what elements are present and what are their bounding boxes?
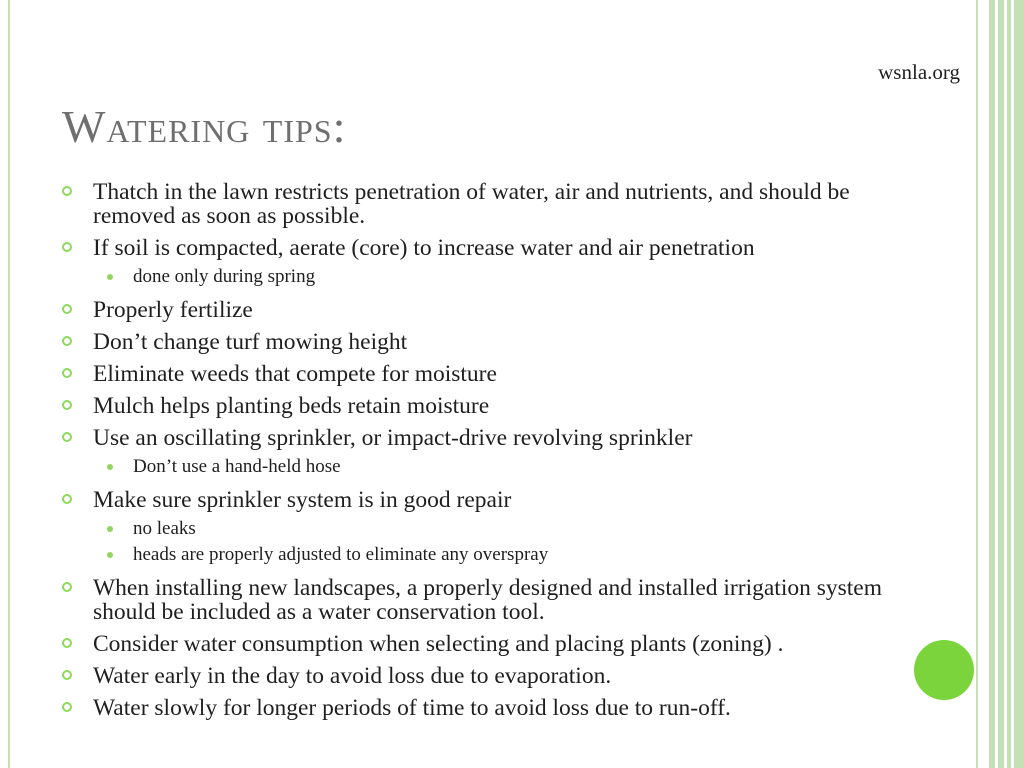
bullet-ring-icon [62, 670, 72, 680]
bullet-item [62, 664, 892, 688]
bullet-text: Eliminate weeds that compete for moisture [93, 361, 497, 387]
bullet-item [62, 696, 892, 720]
bullet-list [62, 180, 892, 728]
bullet-ring-icon [62, 186, 72, 196]
bullet-text: When installing new landscapes, a properly designed and installed irrigation system should be included as a water conservation tool. [93, 575, 883, 625]
decor-stripe [989, 0, 995, 768]
bullet-item [62, 426, 892, 480]
bullet-item [62, 488, 892, 568]
sub-bullet-text: heads are properly adjusted to eliminate any overspray [133, 544, 549, 565]
bullet-dot-icon [107, 464, 113, 470]
bullet-text: Consider water consumption when selecting and placing plants (zoning) . [93, 631, 784, 657]
site-url: wsnla.org [878, 60, 960, 84]
slide-title: Watering tips: [62, 101, 347, 152]
sub-bullet-list [93, 264, 892, 290]
bullet-text: Use an oscillating sprinkler, or impact-drive revolving sprinkler [93, 425, 693, 451]
decor-stripe [1014, 0, 1024, 768]
sub-bullet-text: done only during spring [133, 266, 316, 287]
sub-bullet-item [93, 264, 892, 290]
bullet-ring-icon [62, 638, 72, 648]
bullet-dot-icon [107, 526, 113, 532]
frame-right-line [976, 0, 978, 768]
sub-bullet-list [93, 454, 892, 480]
bullet-ring-icon [62, 702, 72, 712]
sub-bullet-text: no leaks [133, 518, 196, 539]
bullet-ring-icon [62, 336, 72, 346]
sub-bullet-item [93, 454, 892, 480]
bullet-text: If soil is compacted, aerate (core) to increase water and air penetration [93, 235, 755, 261]
bullet-item [62, 236, 892, 290]
bullet-ring-icon [62, 368, 72, 378]
bullet-item [62, 330, 892, 354]
bullet-text: Water early in the day to avoid loss due to evaporation. [93, 663, 612, 689]
bullet-item [62, 180, 892, 228]
decor-stripe [1007, 0, 1011, 768]
bullet-item [62, 362, 892, 386]
bullet-item [62, 632, 892, 656]
sub-bullet-list [93, 516, 892, 568]
bullet-ring-icon [62, 432, 72, 442]
decor-stripe [998, 0, 1004, 768]
bullet-text: Don’t change turf mowing height [93, 329, 408, 355]
bullet-ring-icon [62, 582, 72, 592]
bullet-ring-icon [62, 400, 72, 410]
bullet-ring-icon [62, 304, 72, 314]
bullet-text: Thatch in the lawn restricts penetration of water, air and nutrients, and should be removed as soon as possible. [93, 179, 850, 229]
accent-circle [914, 640, 974, 700]
sub-bullet-item [93, 516, 892, 542]
bullet-text: Make sure sprinkler system is in good repair [93, 487, 512, 513]
sub-bullet-text: Don’t use a hand-held hose [133, 456, 341, 477]
bullet-ring-icon [62, 242, 72, 252]
bullet-ring-icon [62, 494, 72, 504]
bullet-text: Mulch helps planting beds retain moisture [93, 393, 490, 419]
bullet-item [62, 576, 892, 624]
bullet-dot-icon [107, 552, 113, 558]
bullet-dot-icon [107, 274, 113, 280]
frame-left-line [8, 0, 10, 768]
sub-bullet-item [93, 542, 892, 568]
bullet-text: Water slowly for longer periods of time to avoid loss due to run-off. [93, 695, 731, 721]
bullet-item [62, 394, 892, 418]
bullet-text: Properly fertilize [93, 297, 253, 323]
bullet-item [62, 298, 892, 322]
